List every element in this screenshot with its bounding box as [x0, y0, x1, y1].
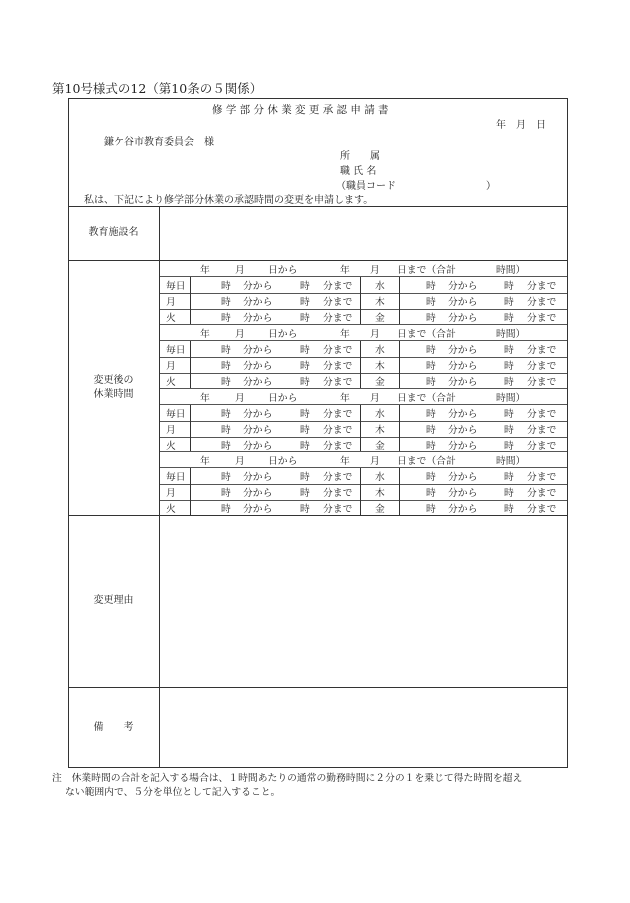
end-minute[interactable]: 分まで	[323, 503, 353, 515]
start-hour[interactable]: 時	[426, 312, 436, 324]
day-label-right: 水	[375, 472, 385, 483]
period-end-year[interactable]: 年	[340, 265, 350, 276]
day-column-divider	[190, 277, 191, 293]
day-label-right: 金	[375, 503, 385, 515]
period-end-day[interactable]: 日まで（合計	[397, 329, 456, 340]
period-start-month[interactable]: 月	[235, 265, 245, 276]
end-hour[interactable]: 時	[504, 376, 514, 388]
end-hour[interactable]: 時	[504, 472, 514, 483]
end-minute[interactable]: 分まで	[527, 424, 557, 436]
start-hour[interactable]: 時	[221, 487, 231, 499]
affiliation-field[interactable]: 所 属	[340, 151, 380, 162]
start-minute[interactable]: 分から	[243, 424, 273, 436]
day-column-divider	[190, 421, 191, 437]
start-minute[interactable]: 分から	[448, 409, 478, 420]
day-label-right: 水	[375, 345, 385, 356]
footnote-line2: ない範囲内で、５分を単位として記入すること。	[65, 787, 281, 798]
day-column-divider	[190, 341, 191, 357]
mid-divider-right	[399, 357, 400, 373]
day-label-left: 火	[166, 503, 176, 515]
period-end-day[interactable]: 日まで（合計	[397, 265, 456, 276]
day-label-left: 月	[166, 424, 176, 436]
end-minute[interactable]: 分まで	[527, 440, 557, 452]
staff-code-field[interactable]: （職員コード ）	[336, 181, 496, 192]
start-minute[interactable]: 分から	[448, 296, 478, 308]
footnote-line1: 注 休業時間の合計を記入する場合は、１時間あたりの通常の勤務時間に２分の１を乗じて得た時間を超え	[52, 773, 523, 784]
period-start-month[interactable]: 月	[235, 393, 245, 404]
period-row[interactable]	[160, 452, 567, 467]
mid-divider-left	[360, 468, 361, 484]
end-minute[interactable]: 分まで	[527, 296, 557, 308]
end-hour[interactable]: 時	[504, 281, 514, 292]
day-label-left: 火	[166, 312, 176, 324]
end-minute[interactable]: 分まで	[323, 345, 353, 356]
mid-divider-left	[360, 500, 361, 516]
day-label-left: 月	[166, 296, 176, 308]
application-statement: 私は、下記により修学部分休業の承認時間の変更を申請します。	[84, 195, 374, 206]
period-end-month[interactable]: 月	[370, 265, 380, 276]
end-hour[interactable]: 時	[300, 296, 310, 308]
mid-divider-right	[399, 405, 400, 421]
day-label-right: 木	[375, 360, 385, 372]
period-row[interactable]	[160, 389, 567, 404]
period-start-day[interactable]: 日から	[268, 329, 298, 340]
start-hour[interactable]: 時	[221, 472, 231, 483]
end-minute[interactable]: 分まで	[527, 281, 557, 292]
period-total-hours[interactable]: 時間）	[496, 329, 526, 340]
day-column-divider	[190, 373, 191, 389]
mid-divider-right	[399, 341, 400, 357]
end-hour[interactable]: 時	[504, 312, 514, 324]
day-label-right: 金	[375, 376, 385, 388]
period-end-year[interactable]: 年	[340, 456, 350, 467]
time-row[interactable]	[160, 309, 567, 324]
application-date[interactable]: 年 月 日	[496, 120, 546, 131]
end-minute[interactable]: 分まで	[323, 360, 353, 372]
day-column-divider	[190, 468, 191, 484]
start-minute[interactable]: 分から	[448, 472, 478, 483]
day-column-divider	[190, 309, 191, 325]
time-row[interactable]	[160, 293, 567, 308]
facility-label: 教育施設名	[88, 227, 139, 238]
time-row[interactable]	[160, 500, 567, 515]
end-hour[interactable]: 時	[300, 440, 310, 452]
start-minute[interactable]: 分から	[448, 360, 478, 372]
day-label-left: 月	[166, 360, 176, 372]
day-label-right: 木	[375, 487, 385, 499]
period-end-month[interactable]: 月	[370, 329, 380, 340]
day-label-right: 木	[375, 296, 385, 308]
end-hour[interactable]: 時	[300, 376, 310, 388]
mid-divider-right	[399, 293, 400, 309]
end-minute[interactable]: 分まで	[323, 424, 353, 436]
time-row[interactable]	[160, 373, 567, 388]
start-minute[interactable]: 分から	[448, 312, 478, 324]
start-hour[interactable]: 時	[426, 440, 436, 452]
start-hour[interactable]: 時	[221, 376, 231, 388]
time-row[interactable]	[160, 484, 567, 499]
period-start-day[interactable]: 日から	[268, 265, 298, 276]
period-row[interactable]	[160, 261, 567, 276]
end-minute[interactable]: 分まで	[527, 472, 557, 483]
period-start-month[interactable]: 月	[235, 329, 245, 340]
start-minute[interactable]: 分から	[243, 312, 273, 324]
period-total-hours[interactable]: 時間）	[496, 393, 526, 404]
end-hour[interactable]: 時	[300, 487, 310, 499]
start-minute[interactable]: 分から	[243, 472, 273, 483]
end-hour[interactable]: 時	[300, 409, 310, 420]
day-label-left: 毎日	[166, 345, 186, 356]
mid-divider-left	[360, 309, 361, 325]
period-end-day[interactable]: 日まで（合計	[397, 456, 456, 467]
end-hour[interactable]: 時	[504, 360, 514, 372]
start-minute[interactable]: 分から	[448, 376, 478, 388]
end-minute[interactable]: 分まで	[323, 296, 353, 308]
period-start-year[interactable]: 年	[200, 393, 210, 404]
end-minute[interactable]: 分まで	[527, 345, 557, 356]
period-end-month[interactable]: 月	[370, 393, 380, 404]
day-column-divider	[190, 500, 191, 516]
end-minute[interactable]: 分まで	[527, 312, 557, 324]
form-header: 修 学 部 分 休 業 変 更 承 認 申 請 書	[212, 104, 389, 116]
day-label-left: 月	[166, 487, 176, 499]
start-hour[interactable]: 時	[426, 376, 436, 388]
start-minute[interactable]: 分から	[448, 424, 478, 436]
start-minute[interactable]: 分から	[243, 376, 273, 388]
end-hour[interactable]: 時	[300, 424, 310, 436]
day-label-left: 火	[166, 376, 176, 388]
day-label-right: 水	[375, 281, 385, 292]
period-start-day[interactable]: 日から	[268, 456, 298, 467]
start-hour[interactable]: 時	[426, 409, 436, 420]
end-minute[interactable]: 分まで	[323, 281, 353, 292]
start-minute[interactable]: 分から	[243, 281, 273, 292]
start-hour[interactable]: 時	[221, 360, 231, 372]
end-hour[interactable]: 時	[504, 345, 514, 356]
facility-input[interactable]	[160, 206, 567, 260]
start-minute[interactable]: 分から	[243, 409, 273, 420]
mid-divider-right	[399, 421, 400, 437]
end-minute[interactable]: 分まで	[323, 312, 353, 324]
block-divider	[160, 388, 567, 389]
mid-divider-right	[399, 484, 400, 500]
period-total-hours[interactable]: 時間）	[496, 456, 526, 467]
day-label-right: 金	[375, 312, 385, 324]
start-minute[interactable]: 分から	[243, 345, 273, 356]
time-row[interactable]	[160, 421, 567, 436]
day-label-left: 火	[166, 440, 176, 452]
block-divider	[160, 451, 567, 452]
period-end-month[interactable]: 月	[370, 456, 380, 467]
mid-divider-left	[360, 421, 361, 437]
start-hour[interactable]: 時	[221, 312, 231, 324]
day-label-left: 毎日	[166, 281, 186, 292]
start-hour[interactable]: 時	[221, 424, 231, 436]
period-start-month[interactable]: 月	[235, 456, 245, 467]
mid-divider-left	[360, 277, 361, 293]
mid-divider-right	[399, 309, 400, 325]
start-hour[interactable]: 時	[221, 503, 231, 515]
end-hour[interactable]: 時	[300, 312, 310, 324]
mid-divider-left	[360, 484, 361, 500]
mid-divider-right	[399, 500, 400, 516]
start-hour[interactable]: 時	[426, 345, 436, 356]
hours-label-line1: 変更後の	[93, 374, 134, 386]
end-minute[interactable]: 分まで	[527, 376, 557, 388]
time-row[interactable]	[160, 341, 567, 356]
end-minute[interactable]: 分まで	[323, 409, 353, 420]
end-minute[interactable]: 分まで	[527, 503, 557, 515]
start-hour[interactable]: 時	[221, 281, 231, 292]
start-hour[interactable]: 時	[426, 296, 436, 308]
day-column-divider	[190, 357, 191, 373]
start-minute[interactable]: 分から	[243, 360, 273, 372]
day-column-divider	[190, 293, 191, 309]
time-row[interactable]	[160, 468, 567, 483]
period-row[interactable]	[160, 325, 567, 340]
start-hour[interactable]: 時	[426, 503, 436, 515]
hours-label	[68, 260, 159, 515]
start-minute[interactable]: 分から	[448, 345, 478, 356]
start-minute[interactable]: 分から	[243, 487, 273, 499]
start-hour[interactable]: 時	[426, 424, 436, 436]
end-minute[interactable]: 分まで	[323, 487, 353, 499]
addressee: 鎌ケ谷市教育委員会 様	[104, 137, 214, 148]
reason-label: 変更理由	[93, 595, 134, 606]
day-label-right: 金	[375, 440, 385, 452]
day-column-divider	[190, 405, 191, 421]
end-hour[interactable]: 時	[504, 409, 514, 420]
start-minute[interactable]: 分から	[448, 487, 478, 499]
mid-divider-right	[399, 373, 400, 389]
period-start-year[interactable]: 年	[200, 456, 210, 467]
start-minute[interactable]: 分から	[243, 440, 273, 452]
start-hour[interactable]: 時	[426, 472, 436, 483]
end-minute[interactable]: 分まで	[527, 409, 557, 420]
day-label-right: 木	[375, 424, 385, 436]
period-start-year[interactable]: 年	[200, 329, 210, 340]
start-minute[interactable]: 分から	[243, 296, 273, 308]
start-hour[interactable]: 時	[221, 296, 231, 308]
end-hour[interactable]: 時	[300, 345, 310, 356]
end-hour[interactable]: 時	[504, 503, 514, 515]
day-column-divider	[190, 484, 191, 500]
period-end-year[interactable]: 年	[340, 393, 350, 404]
end-hour[interactable]: 時	[504, 424, 514, 436]
period-start-year[interactable]: 年	[200, 265, 210, 276]
period-end-year[interactable]: 年	[340, 329, 350, 340]
day-label-right: 水	[375, 409, 385, 420]
start-hour[interactable]: 時	[426, 487, 436, 499]
staff-name-field[interactable]: 職 氏 名	[340, 166, 377, 177]
start-minute[interactable]: 分から	[448, 440, 478, 452]
time-row[interactable]	[160, 277, 567, 292]
end-minute[interactable]: 分まで	[323, 440, 353, 452]
start-minute[interactable]: 分から	[448, 503, 478, 515]
period-end-day[interactable]: 日まで（合計	[397, 393, 456, 404]
start-hour[interactable]: 時	[426, 360, 436, 372]
mid-divider-left	[360, 373, 361, 389]
day-label-left: 毎日	[166, 472, 186, 483]
time-row[interactable]	[160, 437, 567, 452]
remarks-label: 備 考	[93, 721, 134, 733]
end-hour[interactable]: 時	[504, 296, 514, 308]
start-hour[interactable]: 時	[221, 409, 231, 420]
start-minute[interactable]: 分から	[243, 503, 273, 515]
start-hour[interactable]: 時	[426, 281, 436, 292]
remarks-input[interactable]	[160, 687, 567, 768]
day-label-left: 毎日	[166, 409, 186, 420]
mid-divider-left	[360, 293, 361, 309]
end-minute[interactable]: 分まで	[323, 376, 353, 388]
mid-divider-right	[399, 277, 400, 293]
start-hour[interactable]: 時	[221, 440, 231, 452]
time-row[interactable]	[160, 405, 567, 420]
end-minute[interactable]: 分まで	[323, 472, 353, 483]
start-hour[interactable]: 時	[221, 345, 231, 356]
end-hour[interactable]: 時	[300, 503, 310, 515]
form-number: 第10号様式の12（第10条の５関係）	[52, 81, 263, 96]
reason-input[interactable]	[160, 515, 567, 687]
end-hour[interactable]: 時	[504, 440, 514, 452]
end-hour[interactable]: 時	[300, 472, 310, 483]
time-row[interactable]	[160, 357, 567, 372]
end-minute[interactable]: 分まで	[527, 487, 557, 499]
mid-divider-right	[399, 468, 400, 484]
mid-divider-left	[360, 341, 361, 357]
end-hour[interactable]: 時	[504, 487, 514, 499]
mid-divider-left	[360, 357, 361, 373]
period-start-day[interactable]: 日から	[268, 393, 298, 404]
block-divider	[160, 324, 567, 325]
start-minute[interactable]: 分から	[448, 281, 478, 292]
end-hour[interactable]: 時	[300, 281, 310, 292]
end-hour[interactable]: 時	[300, 360, 310, 372]
mid-divider-left	[360, 405, 361, 421]
hours-label-line2: 休業時間	[93, 388, 134, 400]
end-minute[interactable]: 分まで	[527, 360, 557, 372]
period-total-hours[interactable]: 時間）	[496, 265, 526, 276]
